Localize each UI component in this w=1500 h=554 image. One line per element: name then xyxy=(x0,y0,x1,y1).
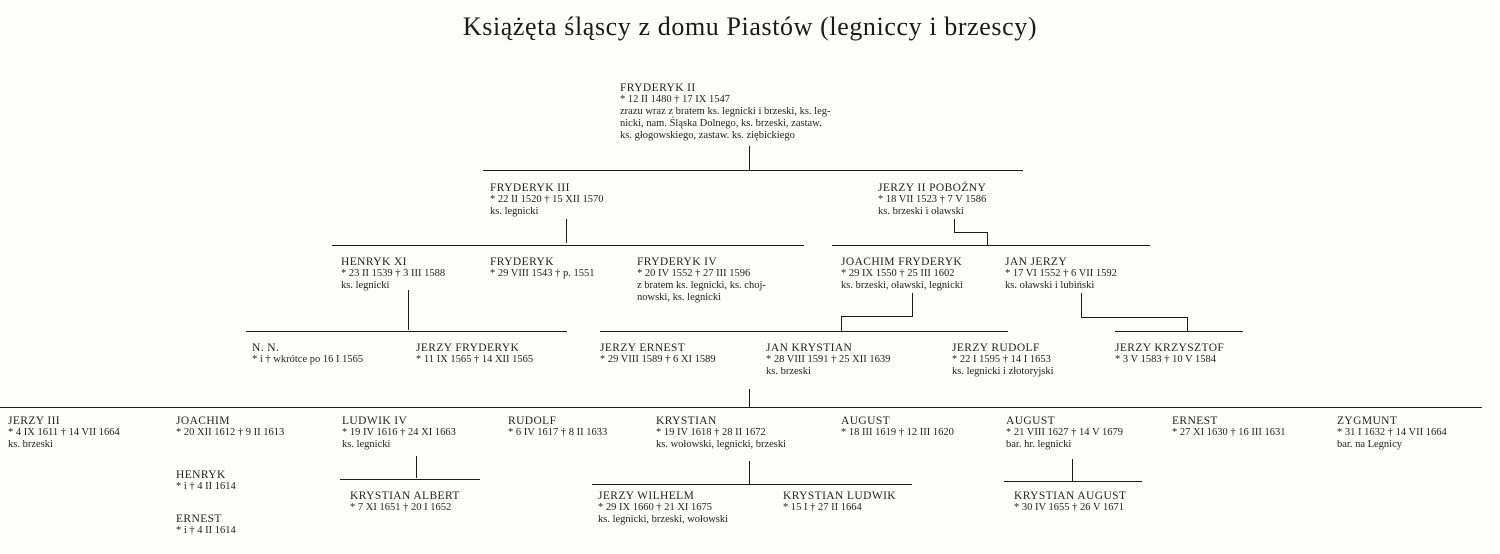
person-description: nowski, ks. legnicki xyxy=(637,292,721,303)
person-name: JERZY RUDOLF xyxy=(952,342,1040,354)
connector-line xyxy=(749,389,750,408)
connector-line xyxy=(1072,459,1073,481)
person-dates: * 6 IV 1617 † 8 II 1633 xyxy=(508,427,608,438)
connector-line xyxy=(566,219,567,243)
person-name: FRYDERYK xyxy=(490,256,554,268)
person-ernest-1630 xyxy=(1172,415,1285,439)
person-dates: * 12 II 1480 † 17 IX 1547 xyxy=(620,94,730,105)
connector-line xyxy=(1115,331,1243,332)
person-name: JOACHIM FRYDERYK xyxy=(841,256,963,268)
person-name: AUGUST xyxy=(1006,415,1056,427)
person-krystian-albert xyxy=(350,490,460,514)
connector-line xyxy=(832,245,1150,246)
person-name: LUDWIK IV xyxy=(342,415,408,427)
person-dates: * 28 VIII 1591 † 25 XII 1639 xyxy=(766,354,891,365)
person-henryk xyxy=(176,469,236,493)
person-jerzy-ernest xyxy=(600,342,716,366)
person-name: JERZY ERNEST xyxy=(600,342,686,354)
person-description: ks. legnicki, brzeski, wołowski xyxy=(598,514,729,525)
person-name: FRYDERYK IV xyxy=(637,256,718,268)
connector-line xyxy=(749,146,750,170)
person-description: ks. oławski i lubiński xyxy=(1005,280,1095,291)
person-dates: * 22 II 1520 † 15 XII 1570 xyxy=(490,194,604,205)
person-fryderyk-iv xyxy=(637,256,766,304)
person-description: ks. brzeski xyxy=(8,439,53,450)
person-krystian xyxy=(656,415,786,451)
person-name: JERZY II POBOŻNY xyxy=(878,182,987,194)
person-jan-jerzy xyxy=(1005,256,1117,292)
person-dates: * 19 IV 1616 † 24 XI 1663 xyxy=(342,427,456,438)
connector-line xyxy=(408,290,409,330)
person-dates: * 29 IX 1550 † 25 III 1602 xyxy=(841,268,955,279)
person-jerzy-fryderyk xyxy=(416,342,533,366)
person-dates: * 15 I † 27 II 1664 xyxy=(783,502,862,513)
connector-line xyxy=(954,232,988,233)
person-dates: * i † 4 II 1614 xyxy=(176,481,236,492)
person-dates: * 20 XII 1612 † 9 II 1613 xyxy=(176,427,285,438)
connector-line xyxy=(416,456,417,478)
person-dates: * 18 VII 1523 † 7 V 1586 xyxy=(878,194,987,205)
person-description: ks. legnicki i złotoryjski xyxy=(952,366,1054,377)
person-jerzy-iii xyxy=(8,415,120,451)
person-joachim xyxy=(176,415,284,439)
person-dates: * 17 VI 1552 † 6 VII 1592 xyxy=(1005,268,1117,279)
person-description: ks. brzeski xyxy=(766,366,811,377)
connector-line xyxy=(483,170,1023,171)
connector-line xyxy=(1081,293,1082,318)
person-ludwik-iv xyxy=(342,415,456,451)
person-name: FRYDERYK II xyxy=(620,82,696,94)
person-description: ks. wołowski, legnicki, brzeski xyxy=(656,439,787,450)
connector-line xyxy=(1004,481,1142,482)
connector-line xyxy=(749,461,750,485)
person-joachim-fryderyk xyxy=(841,256,963,292)
person-description: ks. legnicki xyxy=(490,206,539,217)
person-jerzy-wilhelm xyxy=(598,490,728,526)
person-rudolf xyxy=(508,415,607,439)
person-description: z bratem ks. legnicki, ks. choj- xyxy=(637,280,766,291)
person-jerzy-ii xyxy=(878,182,986,218)
person-name: JERZY III xyxy=(8,415,61,427)
person-name: HENRYK XI xyxy=(341,256,407,268)
person-name: JERZY WILHELM xyxy=(598,490,695,502)
person-dates: * 27 XI 1630 † 16 III 1631 xyxy=(1172,427,1286,438)
person-description: zrazu wraz z bratem ks. legnicki i brzeski, ks. leg- xyxy=(620,106,831,117)
connector-line xyxy=(0,407,1482,408)
person-dates: * 29 VIII 1543 † p. 1551 xyxy=(490,268,595,279)
connector-line xyxy=(1081,317,1188,318)
person-dates: * 4 IX 1611 † 14 VII 1664 xyxy=(8,427,120,438)
person-jan-krystian xyxy=(766,342,890,378)
person-name: JAN KRYSTIAN xyxy=(766,342,853,354)
connector-line xyxy=(841,316,913,317)
person-description: ks. legnicki xyxy=(342,439,391,450)
connector-line xyxy=(987,232,988,245)
connector-line xyxy=(340,479,480,480)
person-krystian-august xyxy=(1014,490,1126,514)
person-dates: * 29 IX 1660 † 21 XI 1675 xyxy=(598,502,713,513)
person-jerzy-krzysztof xyxy=(1115,342,1224,366)
person-dates: * 22 I 1595 † 14 I 1653 xyxy=(952,354,1051,365)
person-august-1627 xyxy=(1006,415,1123,451)
person-name: AUGUST xyxy=(841,415,891,427)
person-fryderyk xyxy=(490,256,595,280)
person-fryderyk-ii xyxy=(620,82,831,142)
person-dates: * 11 IX 1565 † 14 XII 1565 xyxy=(416,354,534,365)
connector-line xyxy=(1187,317,1188,331)
connector-line xyxy=(246,331,567,332)
person-name: KRYSTIAN ALBERT xyxy=(350,490,460,502)
person-henryk-xi xyxy=(341,256,445,292)
person-august-1619 xyxy=(841,415,954,439)
person-dates: * 3 V 1583 † 10 V 1584 xyxy=(1115,354,1217,365)
person-krystian-ludwik xyxy=(783,490,896,514)
person-name: ERNEST xyxy=(176,513,222,525)
connector-line xyxy=(592,484,912,485)
person-dates: * i † wkrótce po 16 I 1565 xyxy=(252,354,364,365)
person-dates: * 7 XI 1651 † 20 I 1652 xyxy=(350,502,452,513)
person-description: bar. na Legnicy xyxy=(1337,439,1403,450)
person-name: KRYSTIAN AUGUST xyxy=(1014,490,1127,502)
person-dates: * 29 VIII 1589 † 6 XI 1589 xyxy=(600,354,716,365)
person-fryderyk-iii xyxy=(490,182,603,218)
person-name: ZYGMUNT xyxy=(1337,415,1398,427)
person-name: RUDOLF xyxy=(508,415,557,427)
person-name: JERZY FRYDERYK xyxy=(416,342,520,354)
person-description: ks. głogowskiego, zastaw. ks. ziębickiego xyxy=(620,130,795,141)
person-dates: * 31 I 1632 † 14 VII 1664 xyxy=(1337,427,1447,438)
connector-line xyxy=(600,331,1008,332)
person-name: FRYDERYK III xyxy=(490,182,570,194)
connector-line xyxy=(332,245,804,246)
person-description: ks. legnicki xyxy=(341,280,390,291)
person-name: KRYSTIAN xyxy=(656,415,717,427)
person-nn xyxy=(252,342,363,366)
person-dates: * 23 II 1539 † 3 III 1588 xyxy=(341,268,446,279)
person-name: JERZY KRZYSZTOF xyxy=(1115,342,1225,354)
person-name: JOACHIM xyxy=(176,415,230,427)
person-dates: * 21 VIII 1627 † 14 V 1679 xyxy=(1006,427,1123,438)
person-name: ERNEST xyxy=(1172,415,1218,427)
person-dates: * i † 4 II 1614 xyxy=(176,525,236,536)
connector-line xyxy=(841,316,842,331)
person-name: JAN JERZY xyxy=(1005,256,1068,268)
person-dates: * 20 IV 1552 † 27 III 1596 xyxy=(637,268,751,279)
person-description: bar. hr. legnicki xyxy=(1006,439,1072,450)
person-dates: * 18 III 1619 † 12 III 1620 xyxy=(841,427,954,438)
person-jerzy-rudolf xyxy=(952,342,1054,378)
person-name: HENRYK xyxy=(176,469,226,481)
connector-line xyxy=(912,293,913,317)
person-description: ks. brzeski i oławski xyxy=(878,206,964,217)
connector-line xyxy=(954,219,955,233)
person-dates: * 19 IV 1618 † 28 II 1672 xyxy=(656,427,766,438)
diagram-title: Książęta śląscy z domu Piastów (legniccy i brzescy) xyxy=(462,12,1038,41)
person-name: N. N. xyxy=(252,342,280,354)
person-description: nicki, nam. Śląska Dolnego, ks. brzeski, zastaw. xyxy=(620,118,822,129)
person-ernest-1614 xyxy=(176,513,236,537)
person-name: KRYSTIAN LUDWIK xyxy=(783,490,897,502)
person-zygmunt xyxy=(1337,415,1447,451)
person-description: ks. brzeski, oławski, legnicki xyxy=(841,280,963,291)
person-dates: * 30 IV 1655 † 26 V 1671 xyxy=(1014,502,1124,513)
